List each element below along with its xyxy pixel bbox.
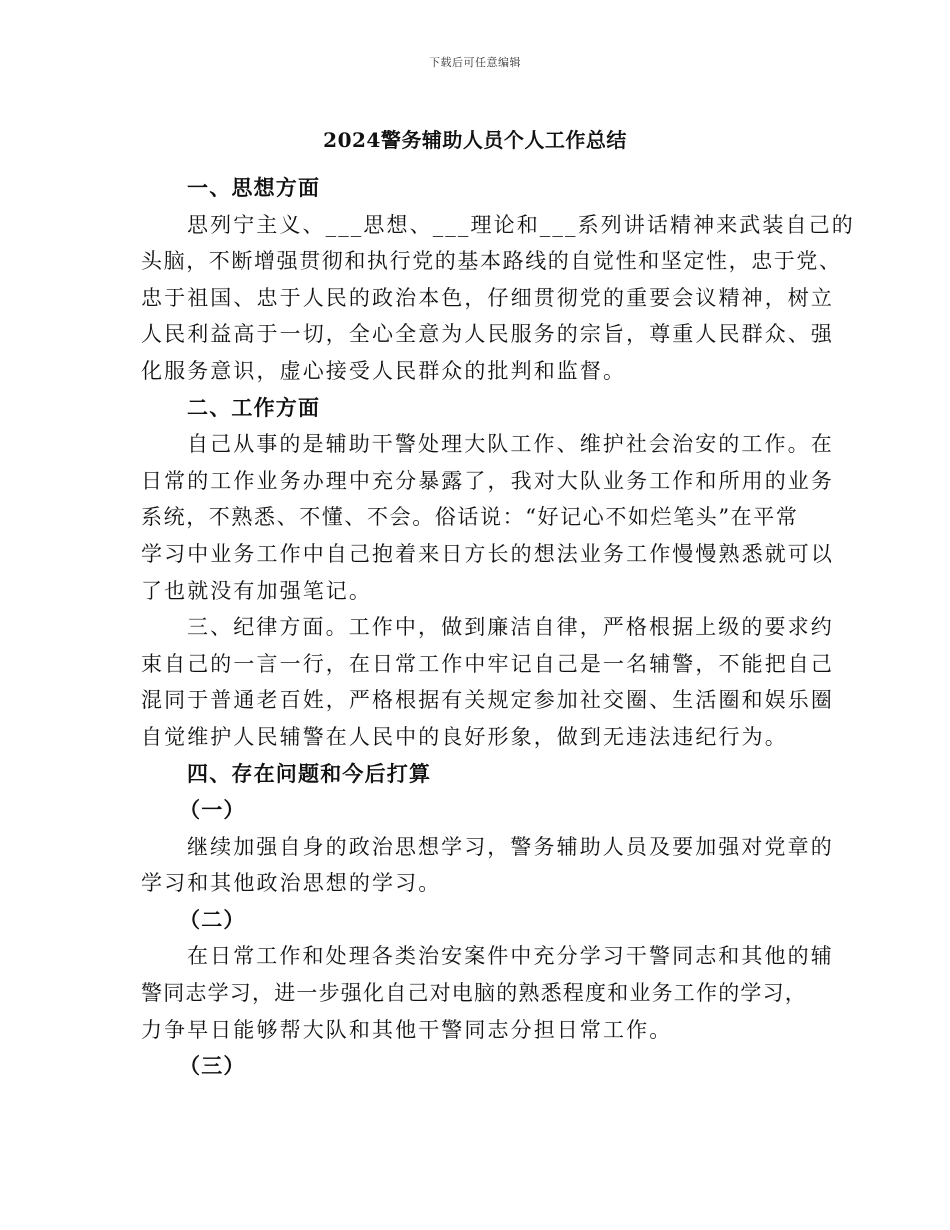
paragraph-line: 继续加强自身的政治思想学习，警务辅助人员及要加强对党章的 bbox=[187, 834, 834, 859]
paragraph-line: 思列宁主义、___思想、___理论和___系列讲话精神来武装自己的 bbox=[187, 212, 855, 237]
paragraph-line: 混同于普通老百姓，严格根据有关规定参加社交圈、生活圈和娱乐圈 bbox=[141, 688, 834, 713]
sub-heading-1: （一） bbox=[179, 797, 246, 823]
header-note: 下载后可任意编辑 bbox=[429, 56, 521, 69]
paragraph-line: 人民利益高于一切，全心全意为人民服务的宗旨，尊重人民群众、强 bbox=[141, 322, 834, 347]
paragraph-line: 头脑，不断增强贯彻和执行党的基本路线的自觉性和坚定性，忠于党、 bbox=[141, 249, 842, 274]
paragraph-line: 学习中业务工作中自己抱着来日方长的想法业务工作慢慢熟悉就可以 bbox=[141, 541, 834, 566]
section-heading-problems: 四、存在问题和今后打算 bbox=[187, 760, 432, 786]
paragraph-line: 系统，不熟悉、不懂、不会。俗话说：“好记心不如烂笔头”在平常 bbox=[141, 505, 799, 530]
paragraph-line: 日常的工作业务办理中充分暴露了，我对大队业务工作和所用的业务 bbox=[141, 468, 834, 493]
section-heading-work: 二、工作方面 bbox=[187, 394, 321, 420]
paragraph-line: 化服务意识，虚心接受人民群众的批判和监督。 bbox=[141, 358, 627, 383]
document-title: 2024警务辅助人员个人工作总结 bbox=[323, 128, 627, 152]
paragraph-line: 忠于祖国、忠于人民的政治本色，仔细贯彻党的重要会议精神，树立 bbox=[141, 285, 834, 310]
section-heading-thought: 一、思想方面 bbox=[187, 175, 321, 200]
paragraph-line: 自己从事的是辅助干警处理大队工作、维护社会治安的工作。在 bbox=[187, 432, 834, 457]
paragraph-line: 在日常工作和处理各类治安案件中充分学习干警同志和其他的辅 bbox=[187, 944, 834, 969]
document-body bbox=[141, 170, 855, 1085]
paragraph-line: 了也就没有加强笔记。 bbox=[141, 578, 372, 603]
section-line-discipline: 三、纪律方面。工作中，做到廉洁自律，严格根据上级的要求约 bbox=[187, 615, 834, 640]
paragraph-line: 力争早日能够帮大队和其他干警同志分担日常工作。 bbox=[141, 1017, 673, 1042]
paragraph-line: 警同志学习，进一步强化自己对电脑的熟悉程度和业务工作的学习， bbox=[141, 981, 807, 1006]
paragraph-line: 自觉维护人民辅警在人民中的良好形象，做到无违法违纪行为。 bbox=[141, 724, 788, 749]
sub-heading-2: （二） bbox=[179, 906, 246, 932]
paragraph-line: 束自己的一言一行，在日常工作中牢记自己是一名辅警，不能把自己 bbox=[141, 651, 834, 676]
sub-heading-3: （三） bbox=[179, 1053, 246, 1079]
paragraph-line: 学习和其他政治思想的学习。 bbox=[141, 871, 442, 896]
